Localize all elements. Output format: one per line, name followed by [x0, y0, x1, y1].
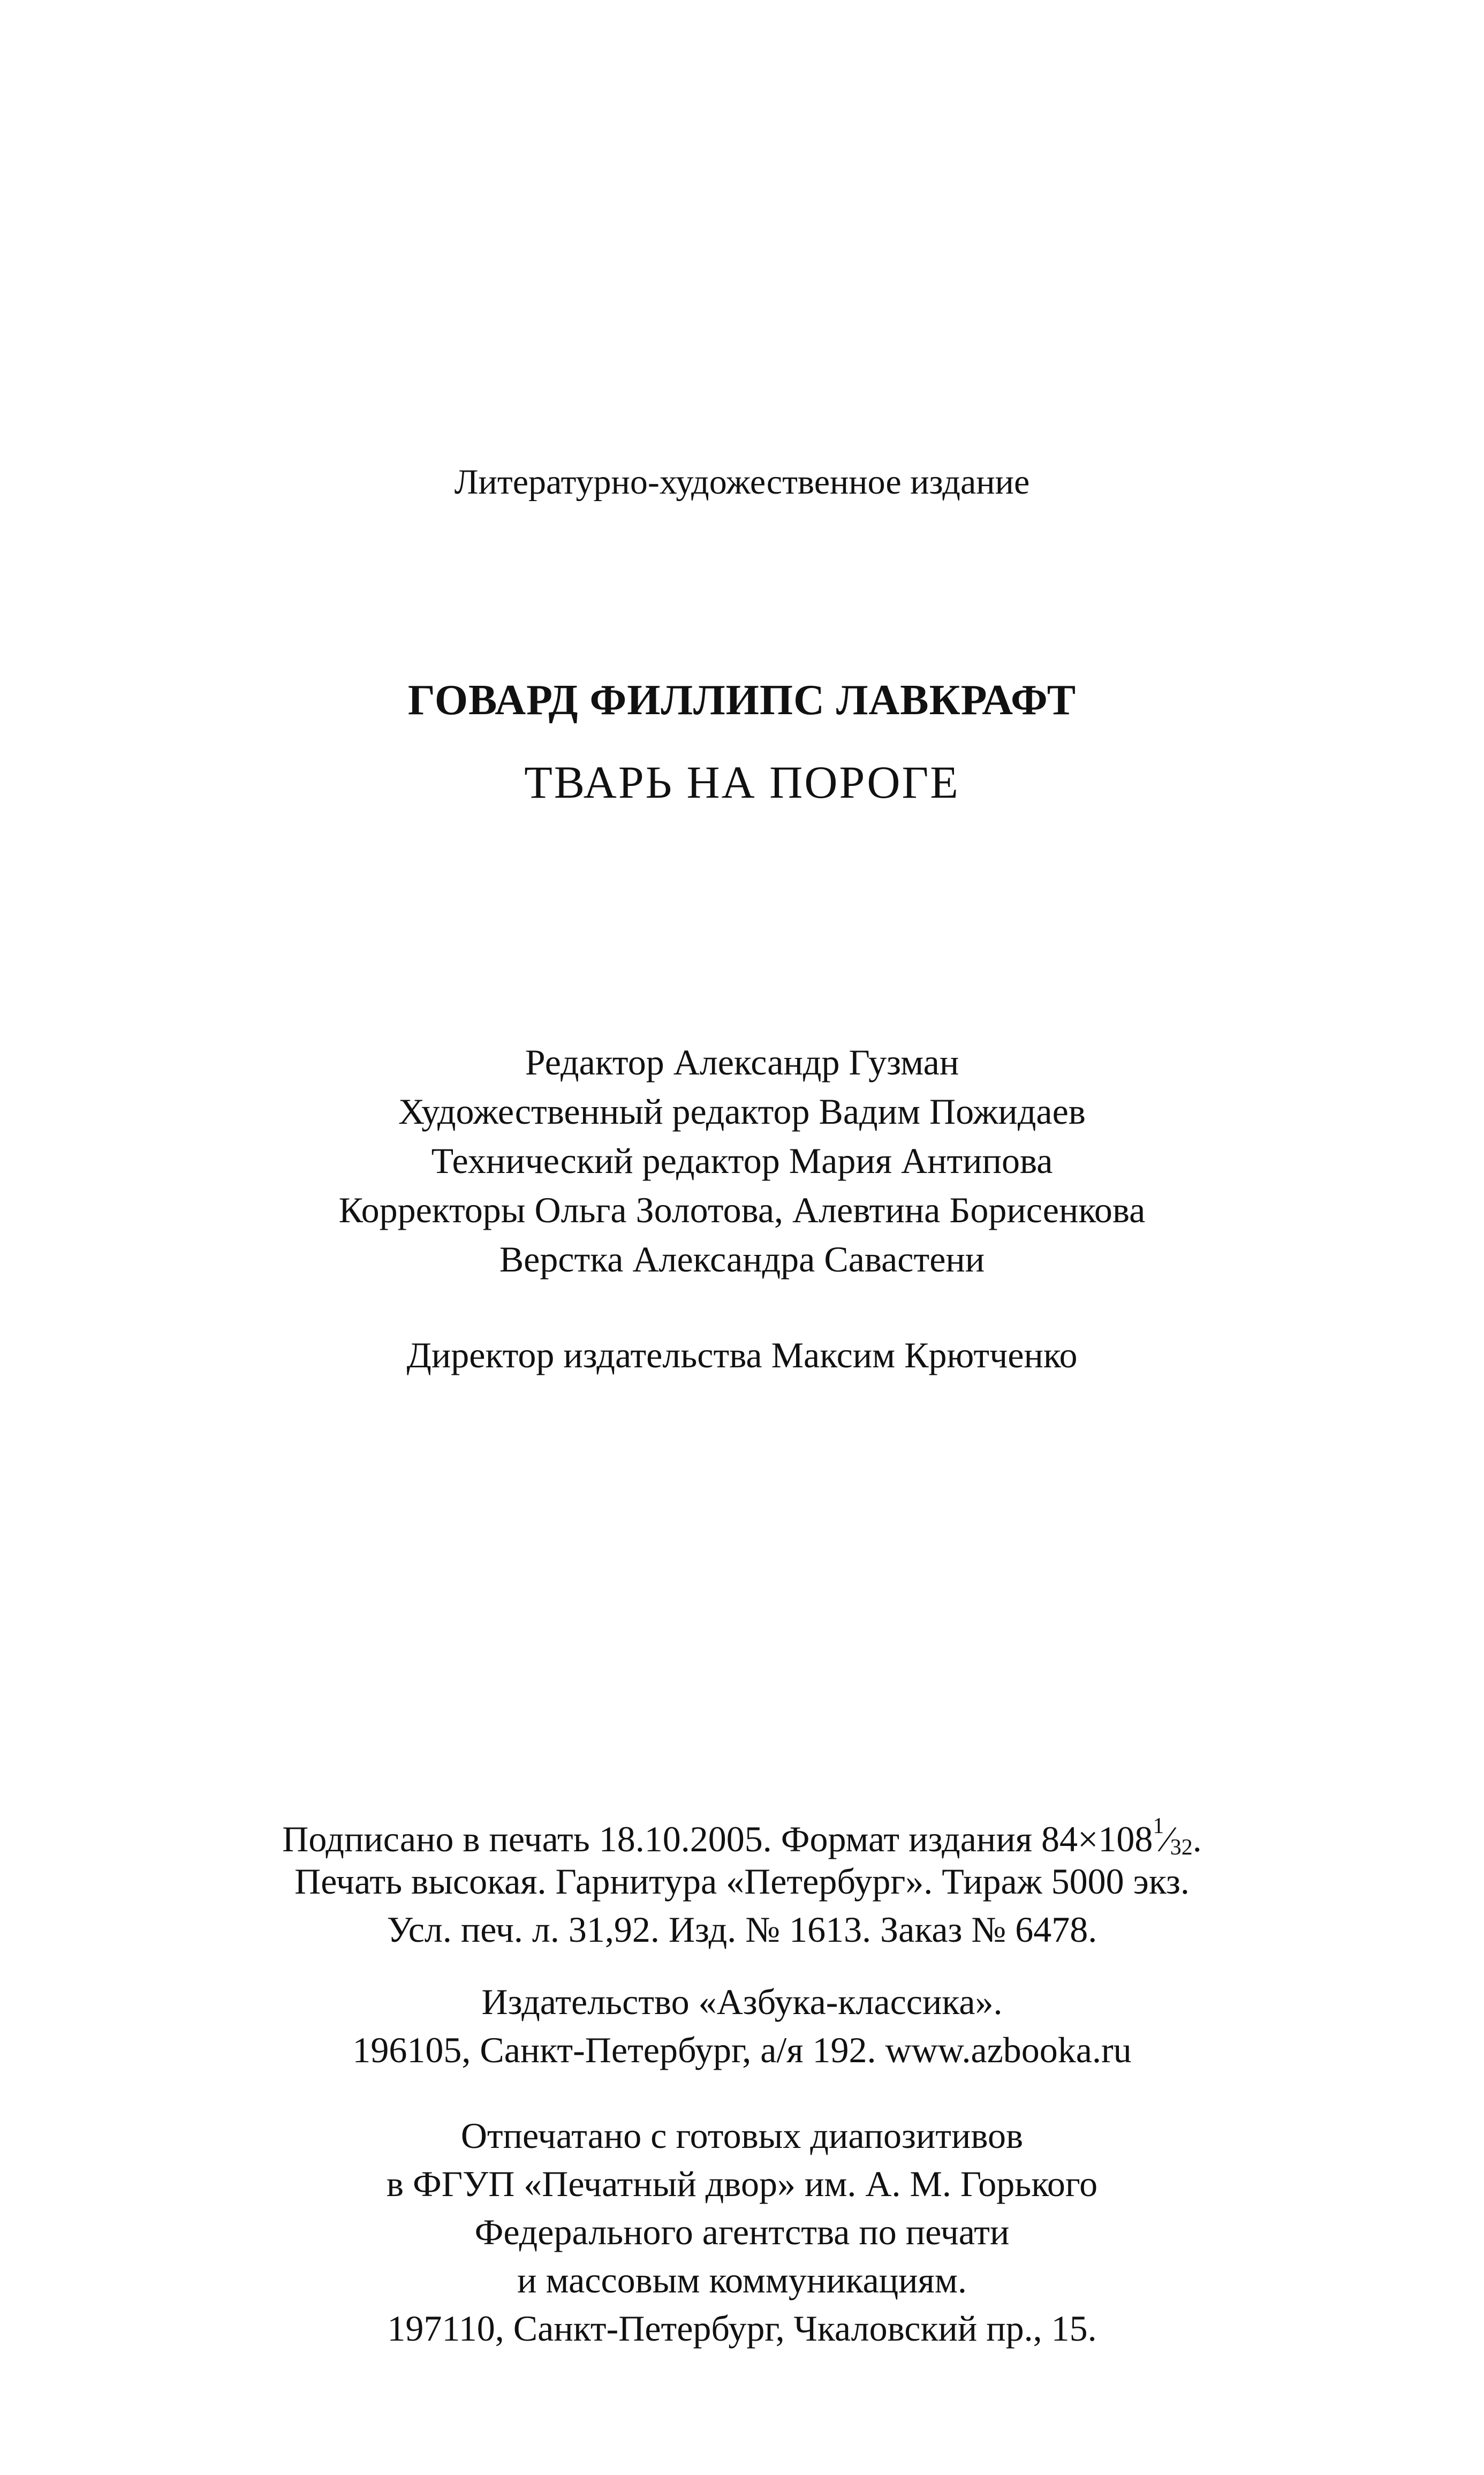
credit-line: Корректоры Ольга Золотова, Алевтина Борисенкова [338, 1190, 1146, 1230]
credit-line: Технический редактор Мария Антипова [431, 1140, 1053, 1181]
printer-line: в ФГУП «Печатный двор» им. А. М. Горького [386, 2163, 1098, 2204]
book-title: ТВАРЬ НА ПОРОГЕ [524, 756, 960, 808]
format-slash: ⁄ [1164, 1819, 1170, 1859]
printer-line: Отпечатано с готовых диапозитивов [460, 2115, 1024, 2156]
printer-address: 197110, Санкт-Петербург, Чкаловский пр., 15. [387, 2308, 1097, 2349]
printer-line: и массовым коммуникациям. [517, 2260, 967, 2300]
author-name: ГОВАРД ФИЛЛИПС ЛАВКРАФТ [407, 677, 1077, 724]
publisher-address: 196105, Санкт-Петербург, а/я 192. www.azbooka.ru [352, 2030, 1132, 2070]
credit-line: Редактор Александр Гузман [525, 1042, 959, 1083]
director-line: Директор издательства Максим Крютченко [406, 1335, 1078, 1375]
imprint-line-3: Усл. печ. л. 31,92. Изд. № 1613. Заказ № 6478. [387, 1909, 1097, 1950]
edition-type: Литературно-художественное издание [454, 463, 1030, 502]
imprint-line-end: . [1192, 1819, 1202, 1859]
publisher-name: Издательство «Азбука-классика». [481, 1981, 1003, 2022]
printer-line: Федерального агентства по печати [474, 2212, 1010, 2252]
credit-line: Верстка Александра Савастени [499, 1239, 985, 1280]
credit-line: Художественный редактор Вадим Пожидаев [398, 1091, 1086, 1132]
format-denominator: 32 [1170, 1835, 1193, 1860]
imprint-text: Подписано в печать 18.10.2005. Формат издания 84×108 [282, 1819, 1153, 1859]
format-numerator: 1 [1153, 1814, 1164, 1838]
imprint-line-1 [0, 1815, 1484, 1859]
imprint-line-2: Печать высокая. Гарнитура «Петербург». Тираж 5000 экз. [294, 1861, 1190, 1902]
